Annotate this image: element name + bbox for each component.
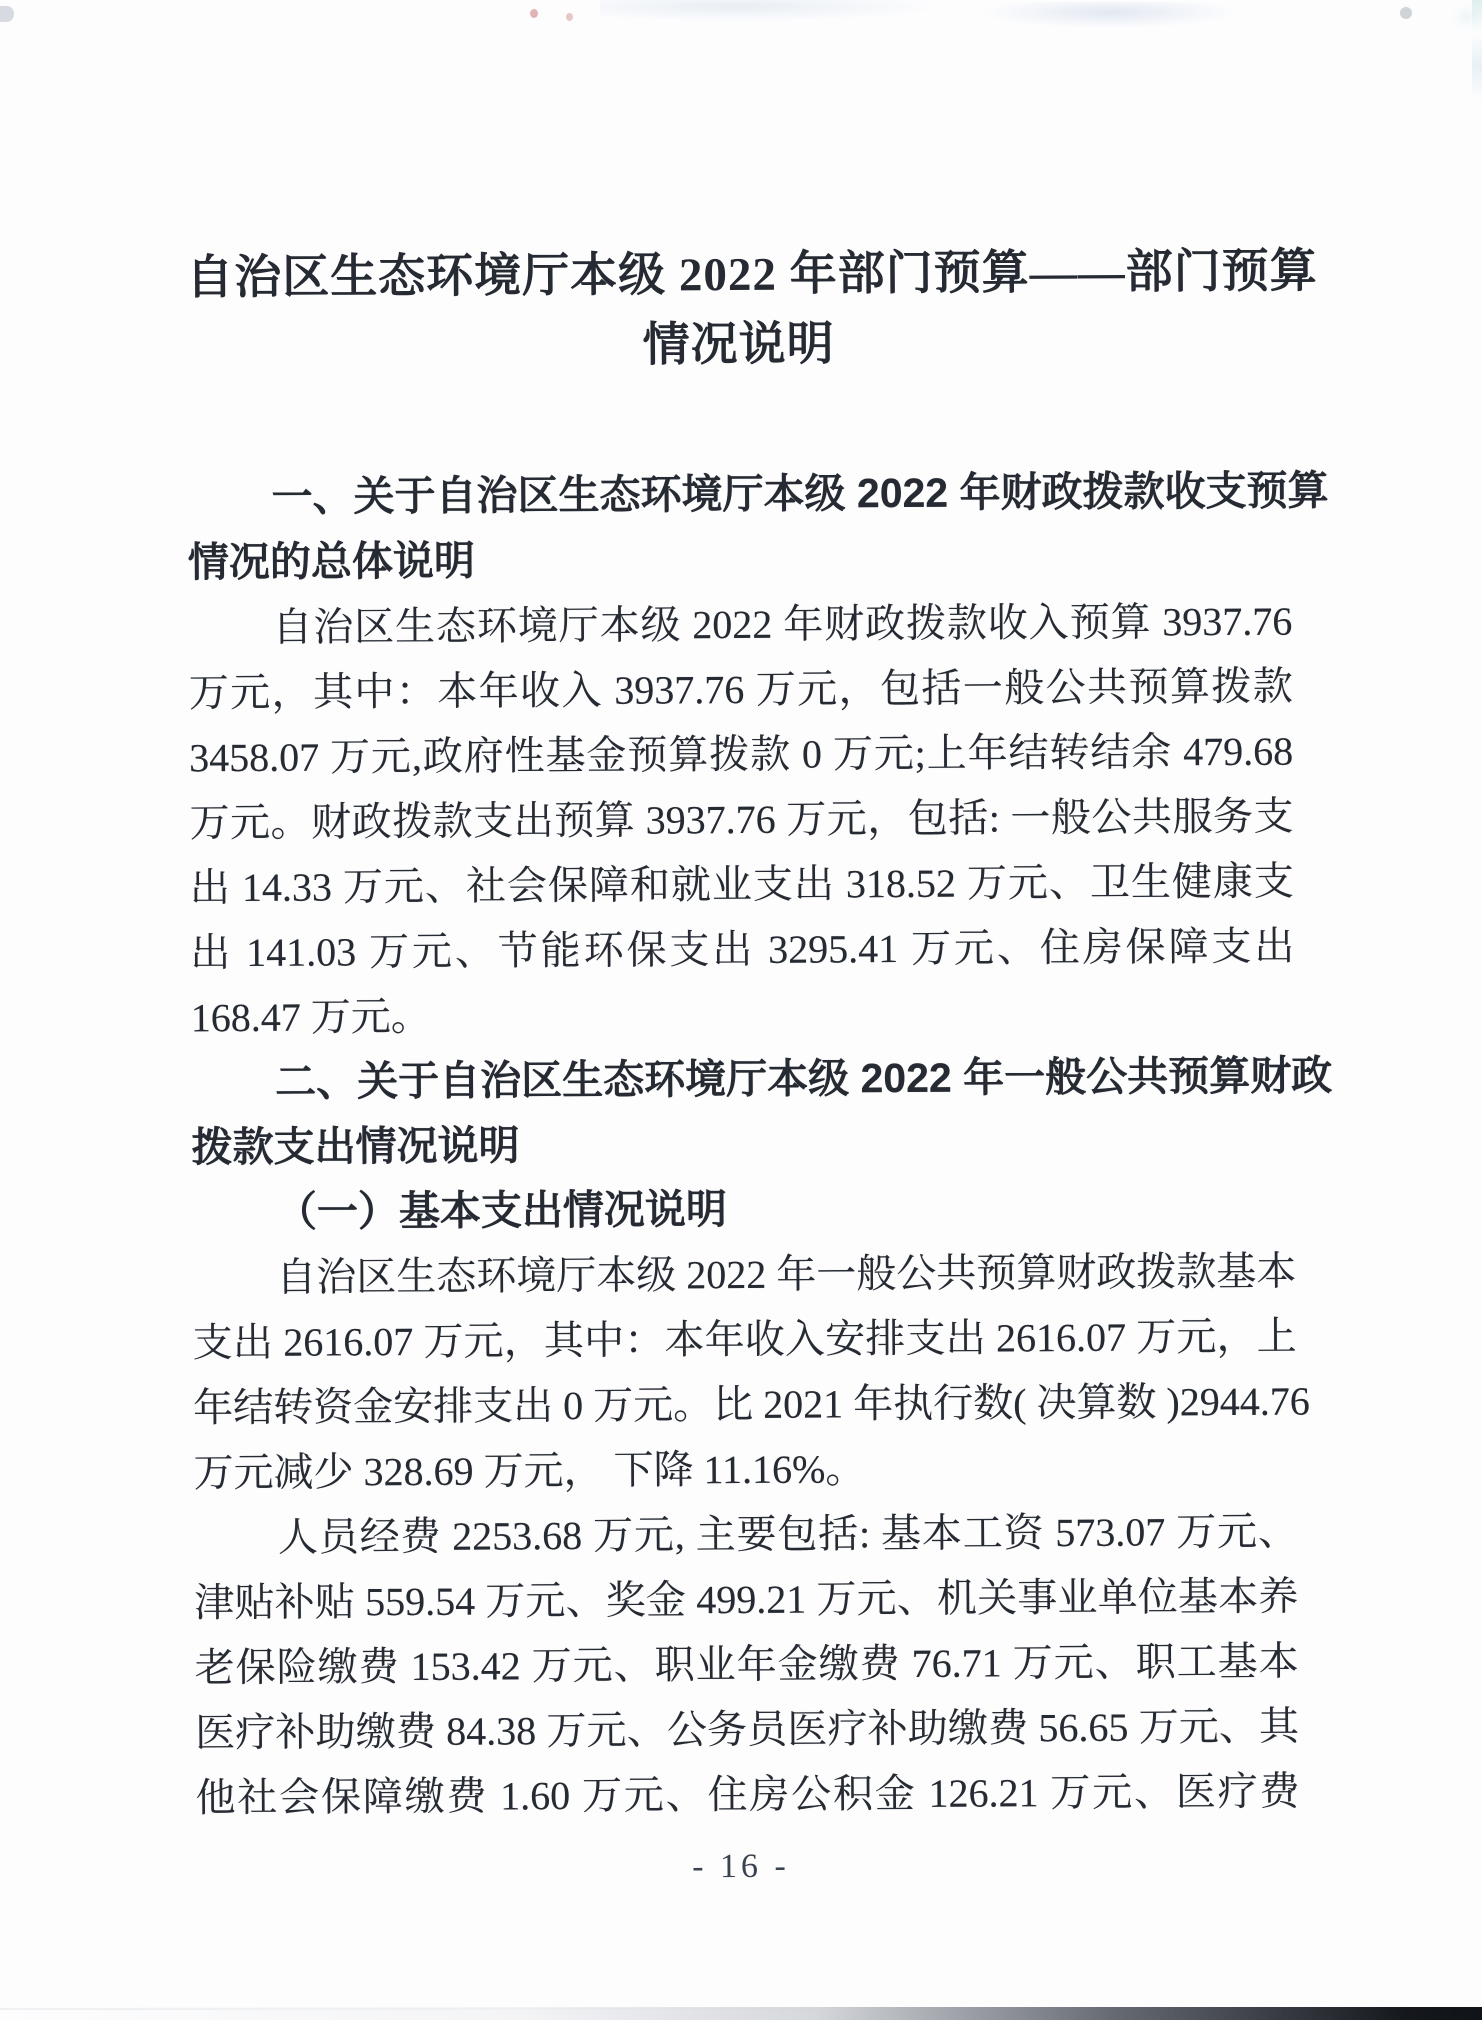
text-line: 万元。财政拨款支出预算 3937.76 万元，包括: 一般公共服务支 bbox=[189, 793, 1294, 846]
text-line: 万元，其中：本年收入 3937.76 万元，包括一般公共预算拨款 bbox=[188, 663, 1293, 716]
text-line: 自治区生态环境厅本级 2022 年一般公共预算财政拨款基本 bbox=[276, 1248, 1297, 1300]
scan-smudge bbox=[600, 0, 940, 22]
text-line: 医疗补助缴费 84.38 万元、公务员医疗补助缴费 56.65 万元、其 bbox=[194, 1703, 1300, 1756]
text-line: 津贴补贴 559.54 万元、奖金 499.21 万元、机关事业单位基本养 bbox=[194, 1573, 1299, 1626]
scan-smudge bbox=[566, 13, 573, 21]
text-line: 万元减少 328.69 万元， 下降 11.16%。 bbox=[193, 1446, 866, 1496]
scan-smudge bbox=[985, 2, 1235, 28]
document-body bbox=[187, 459, 1333, 1831]
scan-edge-hairline bbox=[0, 2008, 815, 2010]
scan-smudge bbox=[1472, 0, 1482, 110]
text-line: 出 141.03 万元、节能环保支出 3295.41 万元、住房保障支出 bbox=[190, 923, 1295, 976]
text-line: 二、关于自治区生态环境厅本级 2022 年一般公共预算财政 bbox=[274, 1052, 1333, 1105]
text-line: 168.47 万元。 bbox=[190, 993, 431, 1041]
document-content bbox=[186, 237, 1333, 1831]
scan-smudge bbox=[1400, 7, 1412, 19]
page-title bbox=[186, 237, 1318, 384]
text-line: （一）基本支出情况说明 bbox=[275, 1186, 728, 1235]
page-title-line-1: 自治区生态环境厅本级 2022 年部门预算——部门预算 bbox=[186, 245, 1318, 305]
scan-smudge bbox=[0, 6, 14, 22]
text-line: 他社会保障缴费 1.60 万元、住房公积金 126.21 万元、医疗费 bbox=[195, 1768, 1300, 1821]
text-line: 自治区生态环境厅本级 2022 年财政拨款收入预算 3937.76 bbox=[272, 598, 1293, 650]
text-line: 年结转资金安排支出 0 万元。比 2021 年执行数( 决算数 )2944.76 bbox=[192, 1378, 1310, 1431]
text-line: 出 14.33 万元、社会保障和就业支出 318.52 万元、卫生健康支 bbox=[189, 858, 1295, 911]
text-line: 一、关于自治区生态环境厅本级 2022 年财政拨款收支预算 bbox=[271, 467, 1329, 520]
text-line: 老保险缴费 153.42 万元、职业年金缴费 76.71 万元、职工基本 bbox=[194, 1638, 1299, 1691]
page-number: - 16 - bbox=[692, 1847, 790, 1886]
text-line: 拨款支出情况说明 bbox=[191, 1122, 520, 1171]
text-line: 人员经费 2253.68 万元, 主要包括: 基本工资 573.07 万元、 bbox=[277, 1508, 1299, 1560]
scan-smudge bbox=[530, 9, 538, 18]
text-line: 支出 2616.07 万元，其中：本年收入安排支出 2616.07 万元，上 bbox=[192, 1313, 1297, 1366]
text-line: 3458.07 万元,政府性基金预算拨款 0 万元;上年结转结余 479.68 bbox=[189, 728, 1294, 781]
text-line: 情况的总体说明 bbox=[187, 537, 476, 586]
page-title-line-2: 情况说明 bbox=[642, 318, 835, 372]
scan-edge-shadow bbox=[0, 2007, 1482, 2020]
